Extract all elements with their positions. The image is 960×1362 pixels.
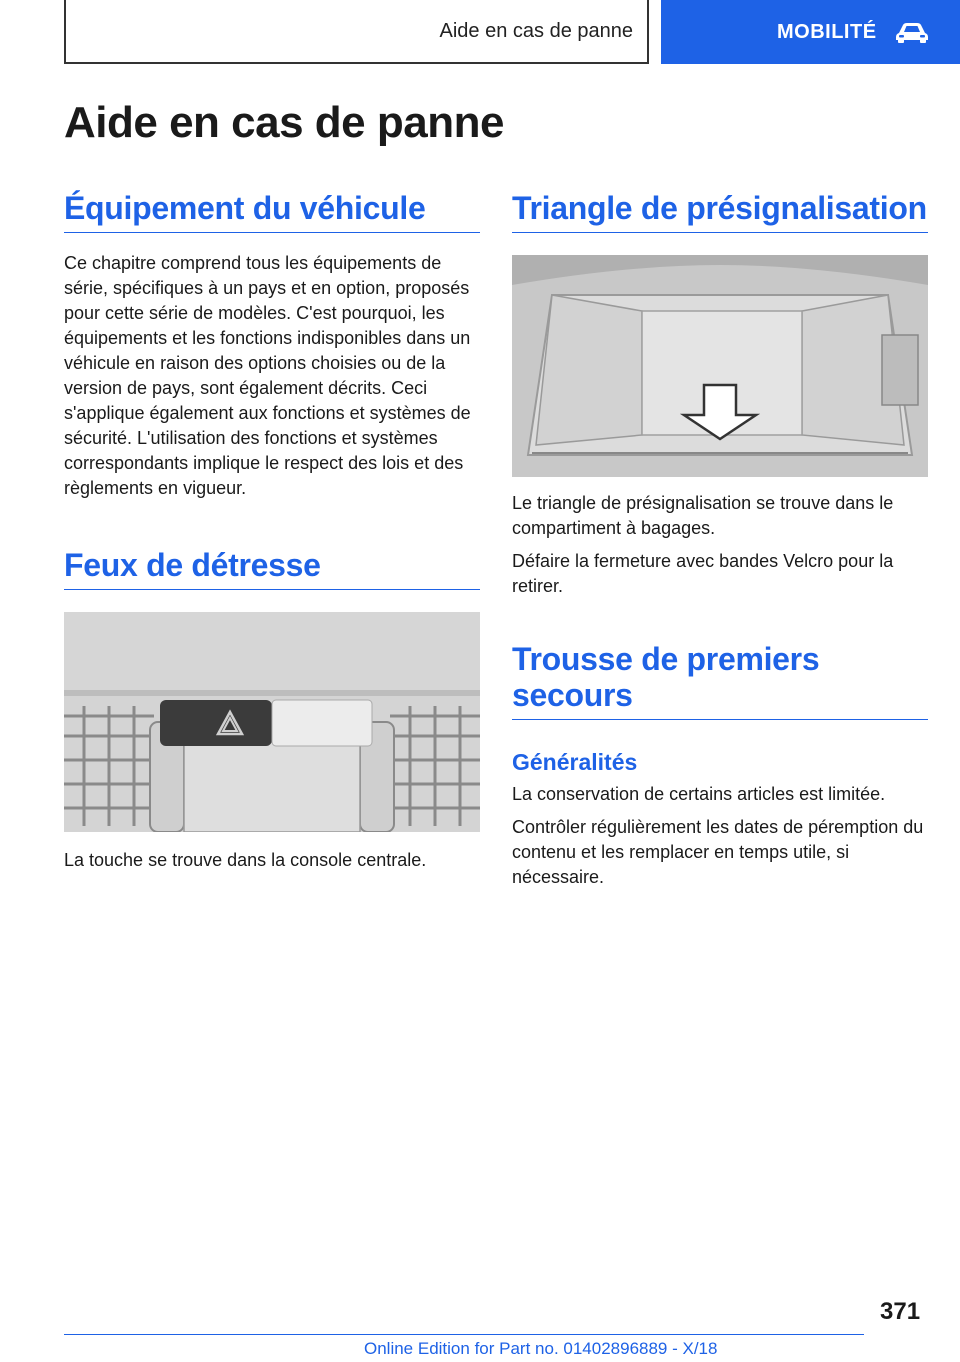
trunk-triangle-image [512,255,928,477]
header-chapter-tab [661,0,960,64]
hazard-switch-image [64,612,480,832]
triangle-heading: Triangle de présignalisation [512,190,928,233]
firstaid-shelf-life: La conservation de certains articles est limitée. [512,784,886,804]
hazard-heading: Feux de détresse [64,547,480,590]
hazard-caption: La touche se trouve dans la console centrale. [64,850,427,870]
header-section-tab [64,0,649,64]
header-section-label: Aide en cas de panne [439,19,633,42]
footer-edition: Online Edition for Part no. 01402896889 - X/18 [364,1339,718,1358]
footer-rule [64,1334,864,1335]
car-icon [895,21,929,43]
firstaid-heading: Trousse de premiers secours [512,641,928,720]
page-number: 371 [880,1298,921,1325]
triangle-location: Le triangle de présignalisation se trouve dans le compartiment à bagages. [512,493,894,538]
header-chapter-label: MOBILITÉ [777,20,877,43]
left-column [64,190,480,873]
firstaid-check-dates: Contrôler régulièrement les dates de péremption du contenu et les remplacer en temps utile, si nécessaire. [512,817,924,887]
generalities-subheading: Généralités [512,749,638,775]
equipment-heading: Équipement du véhicule [64,190,480,233]
triangle-velcro: Défaire la fermeture avec bandes Velcro pour la retirer. [512,551,894,596]
page-title: Aide en cas de panne [64,98,504,147]
equipment-body: Ce chapitre comprend tous les équipements de série, spécifiques à un pays et en option, proposés pour cette série de modèles. C'est pourquoi, les équipements et les fonctions indisponibles dans un véhicule en raison des options choisies ou de la version de pays, sont également décrits. Ceci s'applique également aux fonctions et systèmes de sécurité. L'utilisation des fonctions et systèmes correspondants implique le respect des lois et des règlements en vigueur. [64,253,471,498]
right-column [512,190,928,890]
